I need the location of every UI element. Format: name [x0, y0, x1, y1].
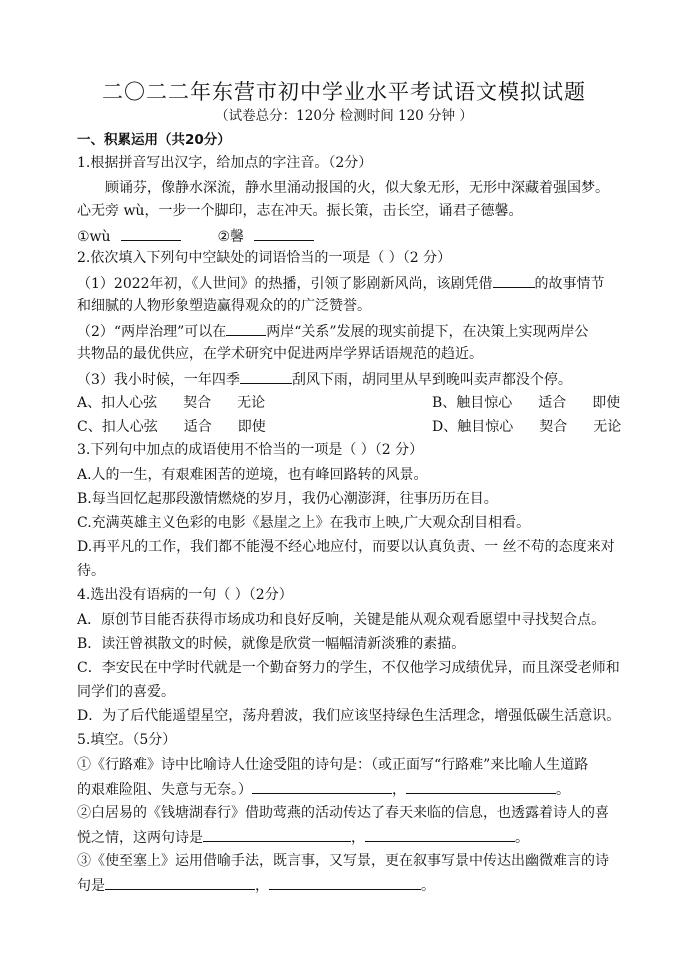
q2-optB-w3: 即使: [592, 395, 621, 411]
q5-item3-text: 句是: [77, 878, 105, 894]
q1-passage-line1: 顾诵芬，像静水深流，静水里涌动报国的火，似大象无形，无形中深藏着强国梦。: [105, 180, 609, 196]
q4-option-c-line2: 同学们的喜爱。: [77, 684, 175, 700]
q3-option-a[interactable]: A.人的一生，有艰难困苦的逆境，也有峰回路转的风景。: [77, 467, 428, 483]
q3-option-b[interactable]: B.每当回忆起那段激情燃烧的岁月，我仍心潮澎湃，往事历历在目。: [77, 491, 498, 507]
q5-item1-text: 的艰难险阻、失意与无奈。）: [77, 782, 252, 798]
q2-optD-wrap: [432, 417, 647, 437]
q5-blank6[interactable]: [269, 875, 421, 890]
q2-blank3[interactable]: [240, 369, 292, 384]
q2-s1-tail: 的故事情节: [534, 276, 605, 292]
q1-blank2-label: ②馨: [217, 229, 245, 245]
q1-passage-line2: 心无旁 wù，一步一个脚印，志在冲天。振长策，击长空，诵君子德馨。: [77, 203, 523, 219]
q2-optD-w3: 无论: [593, 419, 622, 435]
q2-optB-wrap: [432, 393, 646, 413]
q4-option-a[interactable]: A．原创节目能否获得市场成功和良好反响，关键是能从观众观看愿望中寻找契合点。: [77, 612, 606, 628]
q2-sentence3: [77, 369, 572, 390]
q5-blank2[interactable]: [406, 779, 556, 794]
q2-optB[interactable]: B、触目惊心: [432, 395, 513, 411]
q4-stem: 4.选出没有语病的一句（ ）（2分）: [77, 587, 293, 603]
q4-option-d[interactable]: D．为了后代能遥望星空，荡舟碧波，我们应该坚持绿色生活理念，增强低碳生活意识。: [77, 708, 621, 724]
q1-blank1-line[interactable]: [121, 226, 181, 241]
q5-item1-line2: [77, 779, 570, 800]
q2-blank1[interactable]: [493, 273, 535, 288]
q2-optD-w2: 契合: [539, 419, 568, 435]
q4-option-c-line1[interactable]: C．李安民在中学时代就是一个勤奋努力的学生，不仅他学习成绩优异，而且深受老师和: [77, 660, 620, 676]
q2-sentence2-line1: [77, 321, 589, 342]
q1-answer-row: [77, 226, 314, 247]
q2-options-row2: [77, 417, 622, 437]
q5-item3-line1: ③《使至塞上》运用借喻手法，既言事，又写景，更在叙事写景中传达出幽微难言的诗: [77, 853, 609, 869]
q2-optA-w3: 无论: [237, 395, 266, 411]
q2-options-row1: [77, 393, 621, 413]
exam-subtitle: （试卷总分：120分 检测时间 120 分钟 ）: [215, 108, 473, 124]
q2-optD[interactable]: D、触目惊心: [432, 419, 514, 435]
q2-sentence1-line2: 和细腻的人物形象塑造赢得观众的的广泛赞誉。: [77, 298, 371, 314]
q5-comma3: ，: [255, 878, 269, 894]
q3-stem: 3.下列句中加点的成语使用不恰当的一项是（ ）（2 分）: [77, 442, 424, 458]
q2-s2-text: （2）“两岸治理”可以在: [77, 324, 227, 340]
q2-optC-w3: 即使: [237, 419, 266, 435]
q2-optA[interactable]: A、扣人心弦: [77, 395, 158, 411]
q4-option-b[interactable]: B．读汪曾祺散文的时候，就像是欣赏一幅幅清新淡雅的素描。: [77, 636, 466, 652]
q5-blank5[interactable]: [105, 875, 255, 890]
q1-stem: 1.根据拼音写出汉字，给加点的字注音。（2分）: [77, 155, 373, 171]
q2-sentence2-line2: 共物品的最优供应，在学术研究中促进两岸学界话语规范的趋近。: [77, 346, 483, 362]
q2-optA-w2: 契合: [183, 395, 212, 411]
exam-title: 二〇二二年东营市初中学业水平考试语文模拟试题: [102, 80, 586, 104]
q3-option-c[interactable]: C.充满英雄主义色彩的电影《悬崖之上》在我市上映,广大观众刮目相看。: [77, 515, 531, 531]
q5-item1-line1: ①《行路难》诗中比喻诗人仕途受阻的诗句是：（或正面写“行路难”来比喻人生道路: [77, 757, 589, 773]
q1-blank1-label: ①wù: [77, 229, 111, 245]
q2-s1-text: （1）2022年初，《人世间》的热播，引领了影剧新风尚，该剧凭借: [77, 276, 493, 292]
q2-s3-tail: 刮风下雨，胡同里从早到晚叫卖声都没个停。: [291, 372, 572, 388]
q3-option-d-line2: 待。: [77, 563, 105, 579]
q2-optC-w2: 适合: [183, 419, 212, 435]
q2-stem: 2.依次填入下列句中空缺处的词语恰当的一项是（ ）（2 分）: [77, 250, 452, 266]
q3-option-d-line1[interactable]: D.再平凡的工作，我们都不能漫不经心地应付，而要以认真负责、一 丝不苟的态度来对: [77, 539, 615, 555]
q1-blank2-line[interactable]: [254, 226, 314, 241]
q2-s2-tail: 两岸“关系”发展的现实前提下，在决策上实现两岸公: [266, 324, 589, 340]
q5-stem: 5.填空。（5分）: [77, 732, 177, 748]
q5-period3: 。: [421, 878, 435, 894]
q5-comma1: ，: [392, 782, 406, 798]
q2-s3-text: （3）我小时候，一年四季: [77, 372, 240, 388]
q5-comma2: ，: [351, 830, 365, 846]
q5-item3-line2: [77, 875, 435, 896]
q5-period1: 。: [556, 782, 570, 798]
q5-item2-text: 悦之情，这两句诗是: [77, 830, 203, 846]
q5-blank1[interactable]: [252, 779, 392, 794]
q2-blank2[interactable]: [226, 321, 266, 336]
q5-item2-line1: ②白居易的《钱塘湖春行》借助莺燕的活动传达了春天来临的信息，也透露着诗人的喜: [77, 805, 609, 821]
q2-optC[interactable]: C、扣人心弦: [77, 419, 158, 435]
q2-optB-w2: 适合: [538, 395, 567, 411]
q2-sentence1-line1: [77, 273, 605, 294]
q5-blank3[interactable]: [203, 827, 351, 842]
q5-period2: 。: [515, 830, 529, 846]
q5-item2-line2: [77, 827, 529, 848]
q5-blank4[interactable]: [365, 827, 515, 842]
section-heading: 一、积累运用（共20分）: [77, 132, 231, 148]
